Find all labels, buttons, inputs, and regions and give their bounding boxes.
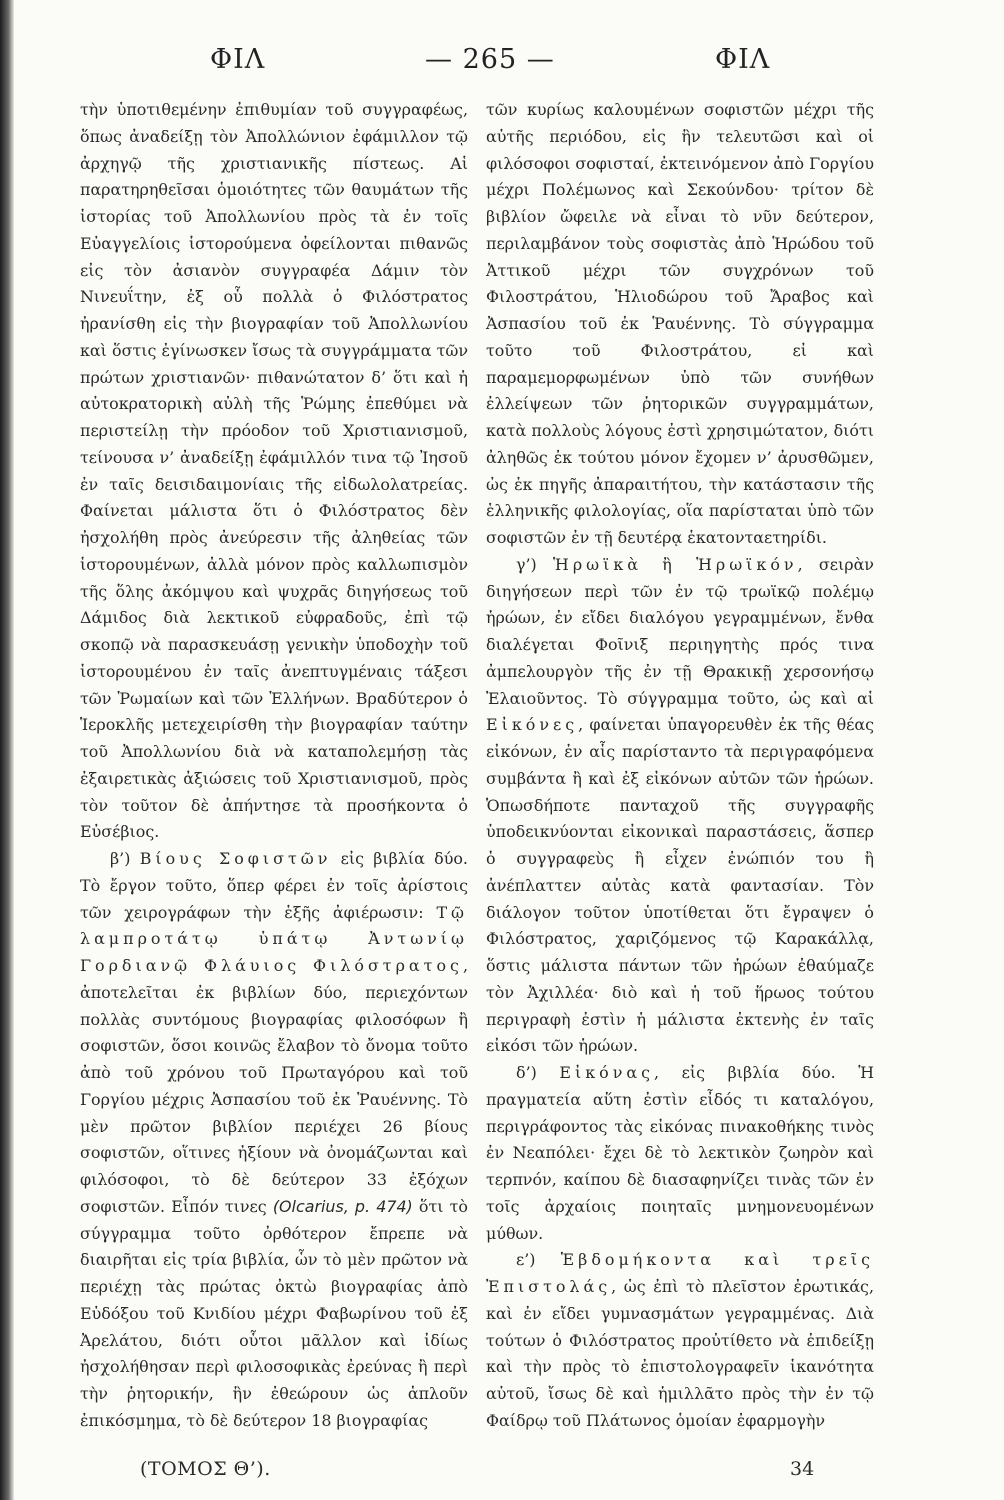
- book-spine-shadow: [0, 0, 14, 1500]
- item-label: δ’): [516, 1063, 560, 1082]
- header-left-guideword: ΦΙΛ: [210, 44, 266, 75]
- entry-item-g: [486, 552, 874, 1060]
- page-number: — 265 —: [425, 44, 555, 75]
- item-text-3: ὅτι τὸ σύγγραμμα τοῦτο ὀρθότερον ἔπρεπε νὰ διαιρῆται εἰς τρία βιβλία, ὧν τὸ μὲν πρῶτον νὰ περιέχῃ τὰς πρώτας ὀκτὼ βιογραφίας ἀπὸ Εὐδόξου τοῦ Κνιδίου μέχρι Φαβωρίνου τοῦ ἐξ Ἀρελάτου, διότι οὗτοι μᾶλλον καὶ ἰδίως ἠσχολήθησαν περὶ φιλοσοφικὰς ἐρεύνας ἢ περὶ τὴν ῥητορικήν, ἣν ἐθεώρουν ὡς ἁπλοῦν ἐπικόσμημα, τὸ δὲ δεύτερον 18 βιογραφίας: [80, 1196, 468, 1430]
- paragraph: τῶν κυρίως καλουμένων σοφιστῶν μέχρι τῆς αὐτῆς περιόδου, εἰς ἣν τελευτῶσι καὶ οἱ φιλόσοφοι σοφισταί, ἐκτεινόμενον ἀπὸ Γοργίου μέχρι Πολέμωνος καὶ Σεκούνδου· τρίτον δὲ βιβλίον ὤφειλε νὰ εἶναι τὸ νῦν δεύτερον, περιλαμβάνον τοὺς σοφιστὰς ἀπὸ Ἡρώδου τοῦ Ἀττικοῦ μέχρι τῶν συγχρόνων τοῦ Φιλοστράτου, Ἡλιοδώρου τοῦ Ἄραβος καὶ Ἀσπασίου τοῦ ἐκ Ῥαυέννης. Τὸ σύγγραμμα τοῦτο τοῦ Φιλοστράτου, εἰ καὶ παραμεμορφωμένων ὑπὸ τῶν συνήθων ἐλλείψεων τῶν ῥητορικῶν συγγραμμάτων, κατὰ πολλοὺς λόγους ἐστὶ χρησιμώτατον, διότι ἀληθῶς ἐκ τούτου μόνον ἔχομεν ν’ ἀρυσθῶμεν, ὡς ἐκ πηγῆς ἀπαραιτήτου, τὴν κατάστασιν τῆς ἑλληνικῆς φιλολογίας, οἵα παρίσταται ὑπὸ τῶν σοφιστῶν ἐν τῇ δευτέρᾳ ἑκατονταετηρίδι.: [486, 100, 874, 547]
- left-column: [80, 97, 468, 1435]
- item-label: β’): [110, 849, 140, 868]
- item-text: , σειρὰν διηγήσεων περὶ τῶν ἐν τῷ τρωϊκῷ πολέμῳ ἡρώων, ἐν εἴδει διαλόγου γεγραμμένων, ἔνθα διαλέγεται Φοῖνιξ περιηγητὴς πρός τινα ἀμπελουργὸν τῆς ἐν τῇ Θρακικῇ χερσονήσῳ Ἐλαιοῦντος. Τὸ σύγγραμμα τοῦτο, ὡς καὶ αἱ: [486, 554, 874, 708]
- signature-mark: 34: [790, 1458, 815, 1480]
- item-text: εἰς βιβλία δύο. Τὸ ἔργον τοῦτο, ὅπερ φέρει ἐν τοῖς ἀρίστοις τῶν χειρογράφων τὴν ἑξῆς ἀφιέρωσιν:: [80, 849, 468, 922]
- item-text: , ὡς ἐπὶ τὸ πλεῖστον ἐρωτικάς, καὶ ἐν εἴδει γυμνασμάτων γεγραμμένας. Διὰ τούτων ὁ Φιλόστρατος προὐτίθετο νὰ ἐπιδείξῃ καὶ τὴν πρὸς τὸ ἐπιστολογραφεῖν ἱκανότητα αὐτοῦ, ἴσως δὲ καὶ ἡμιλλᾶτο πρὸς τὴν ἐν τῷ Φαίδρῳ τοῦ Πλάτωνος ὁμοίαν ἐφαρμογὴν: [486, 1277, 874, 1430]
- entry-item-e: [486, 1247, 874, 1434]
- item-label: ε’): [516, 1250, 561, 1270]
- right-column: [486, 97, 874, 1435]
- paragraph: τὴν ὑποτιθεμένην ἐπιθυμίαν τοῦ συγγραφέως, ὅπως ἀναδείξῃ τὸν Ἀπολλώνιον ἐφάμιλλον τῷ ἀρχηγῷ τῆς χριστιανικῆς πίστεως. Αἱ παρατηρηθεῖσαι ὁμοιότητες τῶν θαυμάτων τῆς ἱστορίας τοῦ Ἀπολλωνίου πρὸς τὰ ἐν τοῖς Εὐαγγελίοις ἱστορούμενα ὀφείλονται πιθανῶς εἰς τὸν ἀσιανὸν συγγραφέα Δάμιν τὸν Νινευΐτην, ἐξ οὗ πολλὰ ὁ Φιλόστρατος ἠρανίσθη εἰς τὴν βιογραφίαν τοῦ Ἀπολλωνίου καὶ ὅστις ἐγίνωσκεν ἴσως τὰ συγγράμματα τῶν πρώτων χριστιανῶν· πιθανώτατον δ’ ὅτι καὶ ἡ αὐτοκρατορικὴ αὐλὴ τῆς Ῥώμης ἐπεθύμει νὰ περιστείλῃ τὴν πρόοδον τοῦ Χριστιανισμοῦ, τείνουσα ν’ ἀναδείξῃ ἐφάμιλλόν τινα τῷ Ἰησοῦ ἐν ταῖς δεισιδαιμονίαις τῆς εἰδωλολατρείας. Φαίνεται μάλιστα ὅτι ὁ Φιλόστρατος δὲν ἠσχολήθη πρὸς ἀνεύρεσιν τῆς ἀληθείας τῶν ἱστορουμένων, ἀλλὰ μόνον πρὸς καλλωπισμὸν τῆς ὅλης ἀκόμψου καὶ ψυχρᾶς διηγήσεως τοῦ Δάμιδος διὰ λεκτικοῦ εὐφραδοῦς, ἐπὶ τῷ σκοπῷ νὰ παρασκευάσῃ γενικὴν ὑποδοχὴν τοῦ ἱστορουμένου ἐν ταῖς ἀνεπτυγμέναις τάξεσι τῶν Ῥωμαίων καὶ τῶν Ἑλλήνων. Βραδύτερον ὁ Ἱεροκλῆς μετεχειρίσθη τὴν βιογραφίαν ταύτην τοῦ Ἀπολλωνίου διὰ νὰ καταπολεμήσῃ τὰς ἐξαιρετικὰς ἀξιώσεις τοῦ Χριστιανισμοῦ, πρὸς τὸν τοῦτον δὲ ἀπήντησε τὰ προσήκοντα ὁ Εὐσέβιος.: [80, 100, 468, 842]
- item-label: γ’): [516, 554, 554, 574]
- running-header: [70, 44, 970, 84]
- item-text-2: , φαίνεται ὑπαγορευθὲν ἐκ τῆς θέας εἰκόνων, ἐν αἷς παρίσταντο τὰ περιγραφόμενα συμβάντα ἢ καὶ ἐξ εἰκόνων αὐτῶν τῶν ἡρώων. Ὁπωσδήποτε πανταχοῦ τῆς συγγραφῆς ὑποδεικνύονται εἰκονικαὶ παραστάσεις, ἅσπερ ὁ συγγραφεὺς ἢ εἶχεν ἐνώπιόν του ἢ ἀνέπλαττεν αὐτὰς κατὰ φαντασίαν. Τὸν διάλογον τοῦτον ὑποτίθεται ὅτι ἔγραψεν ὁ Φιλόστρατος, χαριζόμενος τῷ Καρακάλλᾳ, ὅστις μάλιστα πάντων τῶν ἡρώων ἐθαύμαζε τὸν Ἀχιλλέα· διὸ καὶ ἡ τοῦ ἥρωος τούτου περιγραφὴ ἐστὶν ἡ μάλιστα ἐκτενὴς ἐν ταῖς εἰκόσι τῶν ἡρώων.: [486, 715, 874, 1056]
- item-text-2: , ἀποτελεῖται ἐκ βιβλίων δύο, περιεχόντων πολλὰς συντόμους βιογραφίας φιλοσόφων ἢ σοφιστῶν, ὅσοι κοινῶς ἔλαβον τὸ ὄνομα τοῦτο ἀπὸ τοῦ χρόνου τοῦ Πρωταγόρου καὶ τοῦ Γοργίου μέχρις Ἀσπασίου τοῦ ἐκ Ῥαυέννης. Τὸ μὲν πρῶτον βιβλίον περιέχει 26 βίους σοφιστῶν, οἵτινες ἠξίουν νὰ ὀνομάζωνται καὶ φιλόσοφοι, τὸ δὲ δεύτερον 33 ἐξόχων σοφιστῶν. Εἶπόν τινες: [80, 956, 468, 1216]
- item-title: Εἰκόνας: [559, 1063, 655, 1082]
- entry-item-d: [486, 1060, 874, 1247]
- entry-item-b: [80, 846, 468, 1435]
- item-title-2: Εἰκόνες: [486, 715, 579, 735]
- volume-footer: (ΤΟΜΟΣ Θ’).: [140, 1458, 271, 1480]
- item-title: Ἡρωϊκὰ ἢ Ἡρωϊκόν: [553, 554, 798, 574]
- item-text: , εἰς βιβλία δύο. Ἡ πραγματεία αὕτη ἐστὶν εἶδός τι καταλόγου, περιγράφοντος τὰς εἰκόνας πινακοθήκης τινὸς ἐν Νεαπόλει· ἔχει δὲ τὸ λεκτικὸν ζωηρὸν καὶ τερπνόν, καίπου δὲ διασαφηνίζει τινὰς τῶν ἐν τοῖς ἀρχαίοις ποιηταῖς μνημονευομένων μύθων.: [486, 1063, 874, 1243]
- header-right-guideword: ΦΙΛ: [715, 44, 771, 75]
- item-title: Βίους Σοφιστῶν: [139, 849, 332, 868]
- item-title: Ἑβδομήκοντα καὶ τρεῖς Ἐπιστολάς: [486, 1250, 874, 1296]
- dedication: Τῷ λαμπροτάτῳ ὑπάτῳ Ἀντωνίῳ Γορδιανῷ Φλάυιος Φιλόστρατος: [80, 902, 468, 975]
- citation: (Olcarius, p. 474): [272, 1196, 413, 1216]
